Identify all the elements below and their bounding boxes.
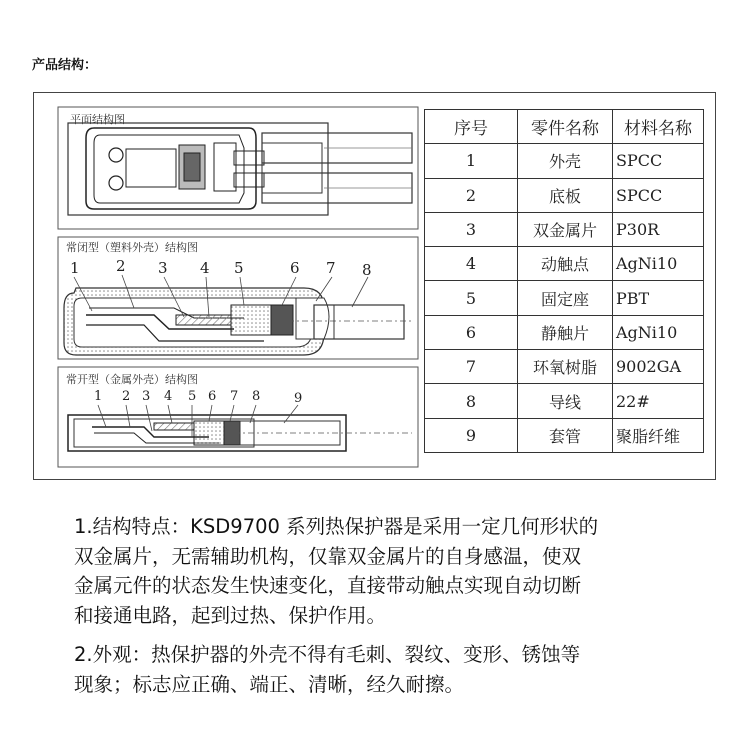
nc-label-6: 6: [290, 259, 300, 277]
no-label-1: 1: [94, 389, 103, 404]
nc-label-1: 1: [70, 259, 80, 277]
caption-plan-view: 平面结构图: [70, 113, 125, 126]
cell-part: 双金属片: [518, 212, 613, 246]
cell-material: PBT: [613, 281, 704, 315]
header-material: 材料名称: [613, 110, 704, 144]
nc-label-7: 7: [326, 259, 336, 277]
no-label-3: 3: [142, 389, 151, 404]
appearance-paragraph: [74, 640, 724, 699]
cell-seq: 6: [425, 315, 518, 349]
cell-material: AgNi10: [613, 315, 704, 349]
cell-seq: 7: [425, 350, 518, 384]
table-row: [425, 178, 704, 212]
cell-part: 静触片: [518, 315, 613, 349]
cell-material: SPCC: [613, 178, 704, 212]
header-part-name: 零件名称: [518, 110, 613, 144]
cell-part: 外壳: [518, 144, 613, 178]
no-label-5: 5: [188, 389, 197, 404]
cell-part: 套管: [518, 418, 613, 452]
cell-seq: 8: [425, 384, 518, 418]
header-seq: 序号: [425, 110, 518, 144]
table-row: [425, 418, 704, 452]
structure-features-paragraph: [74, 512, 724, 630]
cell-material: 9002GA: [613, 350, 704, 384]
no-label-6: 6: [208, 389, 217, 404]
table-row: [425, 315, 704, 349]
table-row: [425, 384, 704, 418]
cell-material: SPCC: [613, 144, 704, 178]
section-heading: 产品结构：: [32, 58, 98, 73]
cell-material: P30R: [613, 212, 704, 246]
no-label-9: 9: [294, 391, 303, 406]
table-row: [425, 350, 704, 384]
parts-table: [424, 109, 704, 453]
cell-seq: 4: [425, 247, 518, 281]
cell-material: AgNi10: [613, 247, 704, 281]
no-label-7: 7: [230, 389, 239, 404]
cell-seq: 2: [425, 178, 518, 212]
nc-label-4: 4: [200, 259, 210, 277]
normally-closed-drawing: [58, 237, 418, 359]
paragraph-line: 1.结构特点：KSD9700 系列热保护器是采用一定几何形状的: [74, 515, 599, 538]
table-row: [425, 144, 704, 178]
cell-seq: 1: [425, 144, 518, 178]
cell-seq: 5: [425, 281, 518, 315]
paragraph-line: 双金属片，无需辅助机构，仅靠双金属片的自身感温，使双: [74, 544, 582, 568]
paragraph-line: 现象；标志应正确、端正、清晰，经久耐擦。: [74, 672, 465, 696]
no-label-4: 4: [164, 389, 173, 404]
caption-normally-closed: 常闭型（塑料外壳）结构图: [66, 241, 198, 254]
table-row: [425, 212, 704, 246]
nc-label-2: 2: [116, 257, 126, 275]
no-label-8: 8: [252, 389, 261, 404]
cell-part: 固定座: [518, 281, 613, 315]
cell-seq: 9: [425, 418, 518, 452]
cell-seq: 3: [425, 212, 518, 246]
nc-label-5: 5: [234, 259, 244, 277]
paragraph-line: 和接通电路，起到过热、保护作用。: [74, 603, 387, 627]
cell-part: 底板: [518, 178, 613, 212]
cell-part: 环氧树脂: [518, 350, 613, 384]
cell-part: 动触点: [518, 247, 613, 281]
paragraph-line: 金属元件的状态发生快速变化，直接带动触点实现自动切断: [74, 574, 582, 597]
cell-material: 22#: [613, 384, 704, 418]
nc-label-3: 3: [158, 259, 168, 277]
table-header-row: [425, 110, 704, 144]
paragraph-line: 2.外观：热保护器的外壳不得有毛刺、裂纹、变形、锈蚀等: [74, 643, 581, 666]
no-label-2: 2: [122, 389, 131, 404]
caption-normally-open: 常开型（金属外壳）结构图: [66, 373, 198, 386]
cell-part: 导线: [518, 384, 613, 418]
structure-figure: [33, 92, 716, 480]
table-row: [425, 247, 704, 281]
nc-label-8: 8: [362, 261, 372, 279]
cell-material: 聚脂纤维: [613, 418, 704, 452]
table-row: [425, 281, 704, 315]
